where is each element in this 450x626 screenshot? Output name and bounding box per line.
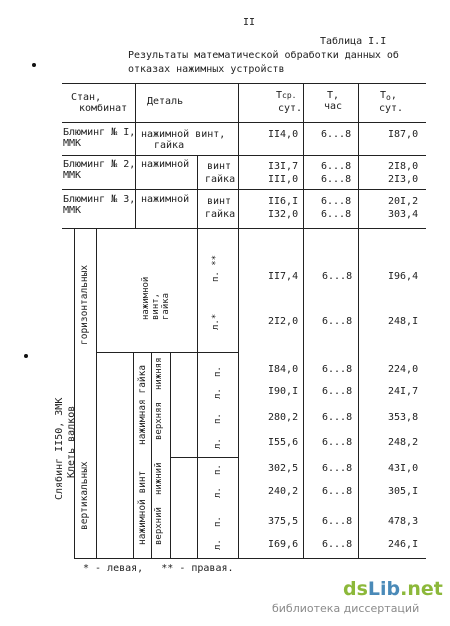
table-col-rule (197, 155, 198, 228)
header-tcp-unit: сут. (278, 103, 303, 114)
cell-t: 6...8 (322, 437, 353, 448)
row-kombinat: ММК (63, 138, 82, 149)
row-stan: Блюминг № 2, (63, 159, 136, 170)
cell-tcp: I69,6 (268, 539, 299, 550)
cell-tcp: 240,2 (268, 486, 299, 497)
row-stan: Блюминг № 3, (63, 194, 136, 205)
cell-t: 6...8 (322, 316, 353, 327)
cell-to: 303,4 (388, 209, 419, 220)
cell-t: 6...8 (322, 516, 353, 527)
table-title-line1: Результаты математической обработки данных об (128, 50, 399, 61)
side-right: п. (213, 464, 223, 475)
cell-to: 246,I (388, 539, 419, 550)
cell-t: 6...8 (322, 539, 353, 550)
margin-dot (32, 63, 36, 67)
table-number: Таблица I.I (320, 36, 387, 47)
watermark-subtitle: библиотека диссертаций (272, 602, 420, 615)
horiz-detail-3: гайка (161, 292, 171, 320)
lower-m-label: нижний (154, 462, 164, 495)
row-detail: нажимной (141, 159, 190, 170)
slab-label: Слябинг II50, ЗМК (54, 397, 65, 500)
cell-tcp: III,0 (268, 174, 299, 185)
screw-label: нажимной винт (137, 470, 148, 545)
cell-t: 6...8 (322, 486, 353, 497)
cell-tcp: I90,I (268, 386, 299, 397)
table-col-rule (96, 228, 97, 558)
cell-to: 43I,0 (388, 463, 419, 474)
side-right-star: п. ** (211, 254, 221, 282)
table-rule (96, 352, 238, 353)
cell-to: 248,2 (388, 437, 419, 448)
table-col-rule (133, 352, 134, 558)
row-detail-2: гайка (154, 140, 185, 151)
side-left: л. (213, 487, 223, 498)
row-kombinat: ММК (63, 205, 82, 216)
cell-tcp: 280,2 (268, 412, 299, 423)
table-title-line2: отказах нажимных устройств (128, 64, 285, 75)
cell-t: 6...8 (321, 129, 352, 140)
cell-t: 6...8 (322, 364, 353, 375)
cell-tcp: II7,4 (268, 271, 299, 282)
header-to: $T_o$, (380, 90, 397, 102)
table-col-rule (74, 228, 75, 558)
table-col-rule (303, 83, 304, 558)
table-col-rule (238, 83, 239, 558)
cell-to: 224,0 (388, 364, 419, 375)
header-to-unit: сут. (379, 103, 404, 114)
cell-to: 248,I (388, 316, 419, 327)
table-col-rule (135, 83, 136, 228)
side-left-star: л.* (211, 313, 221, 330)
horiz-detail-2: винт, (151, 292, 161, 320)
table-rule (62, 83, 426, 84)
footnote: * - левая, ** - правая. (83, 563, 234, 574)
cell-tcp: 302,5 (268, 463, 299, 474)
table-rule (62, 122, 426, 123)
side-left: л. (213, 539, 223, 550)
cell-to: 478,3 (388, 516, 419, 527)
cell-to: 2I3,0 (388, 174, 419, 185)
cell-to: 353,8 (388, 412, 419, 423)
cell-tcp: II4,0 (268, 129, 299, 140)
cell-tcp: 375,5 (268, 516, 299, 527)
cell-t: 6...8 (322, 386, 353, 397)
cell-to: I96,4 (388, 271, 419, 282)
table-rule (170, 457, 238, 458)
vert-label: вертикальных (79, 461, 90, 530)
row-sub-detail: гайка (205, 209, 236, 220)
side-left: л. (213, 438, 223, 449)
cell-t: 6...8 (321, 209, 352, 220)
side-left: л. (213, 388, 223, 399)
cell-t: 6...8 (321, 161, 352, 172)
cell-t: 6...8 (322, 463, 353, 474)
cell-tcp: I84,0 (268, 364, 299, 375)
side-right: п. (213, 516, 223, 527)
cell-to: 20I,2 (388, 196, 419, 207)
row-detail: нажимной (141, 194, 190, 205)
upper-label: верхняя (154, 402, 164, 440)
table-col-rule (358, 83, 359, 558)
table-rule (74, 558, 426, 559)
cell-to: 305,I (388, 486, 419, 497)
nut-label: нажимная гайка (137, 364, 148, 445)
header-t: T, (327, 90, 340, 101)
table-col-rule (197, 228, 198, 558)
cell-to: 24I,7 (388, 386, 419, 397)
side-right: п. (213, 366, 223, 377)
horiz-label: горизонтальных (79, 264, 90, 345)
cell-tcp: I3I,7 (268, 161, 299, 172)
side-right: п. (213, 413, 223, 424)
cell-tcp: II6,I (268, 196, 299, 207)
upper-m-label: верхний (154, 507, 164, 545)
row-kombinat: ММК (63, 170, 82, 181)
slab-cage-label: Клеть валков (66, 405, 77, 478)
table-rule (62, 189, 426, 190)
row-stan: Блюминг № I, (63, 127, 136, 138)
header-detail: Деталь (147, 96, 184, 107)
cell-tcp: 2I2,0 (268, 316, 299, 327)
cell-t: 6...8 (321, 196, 352, 207)
table-col-rule (151, 352, 152, 558)
header-stan: Стан, (71, 92, 102, 103)
row-sub-detail: винт (207, 196, 232, 207)
header-tcp: Tср. (276, 90, 297, 101)
table-col-rule (170, 352, 171, 558)
watermark-logo: dsLib.net (343, 578, 443, 600)
cell-tcp: I55,6 (268, 437, 299, 448)
cell-to: I87,0 (388, 129, 419, 140)
cell-t: 6...8 (321, 174, 352, 185)
cell-tcp: I32,0 (268, 209, 299, 220)
row-sub-detail: винт (207, 161, 232, 172)
page-number: II (243, 17, 256, 28)
margin-dot (24, 354, 28, 358)
table-rule (62, 228, 426, 229)
header-t-unit: час (324, 101, 343, 112)
table-rule (62, 155, 426, 156)
cell-t: 6...8 (322, 271, 353, 282)
row-sub-detail: гайка (205, 174, 236, 185)
lower-label: нижняя (154, 357, 164, 390)
header-kombinat: комбинат (79, 103, 128, 114)
cell-t: 6...8 (322, 412, 353, 423)
horiz-detail-1: нажимной (141, 276, 151, 320)
row-detail: нажимной винт, (141, 129, 226, 140)
cell-to: 2I8,0 (388, 161, 419, 172)
